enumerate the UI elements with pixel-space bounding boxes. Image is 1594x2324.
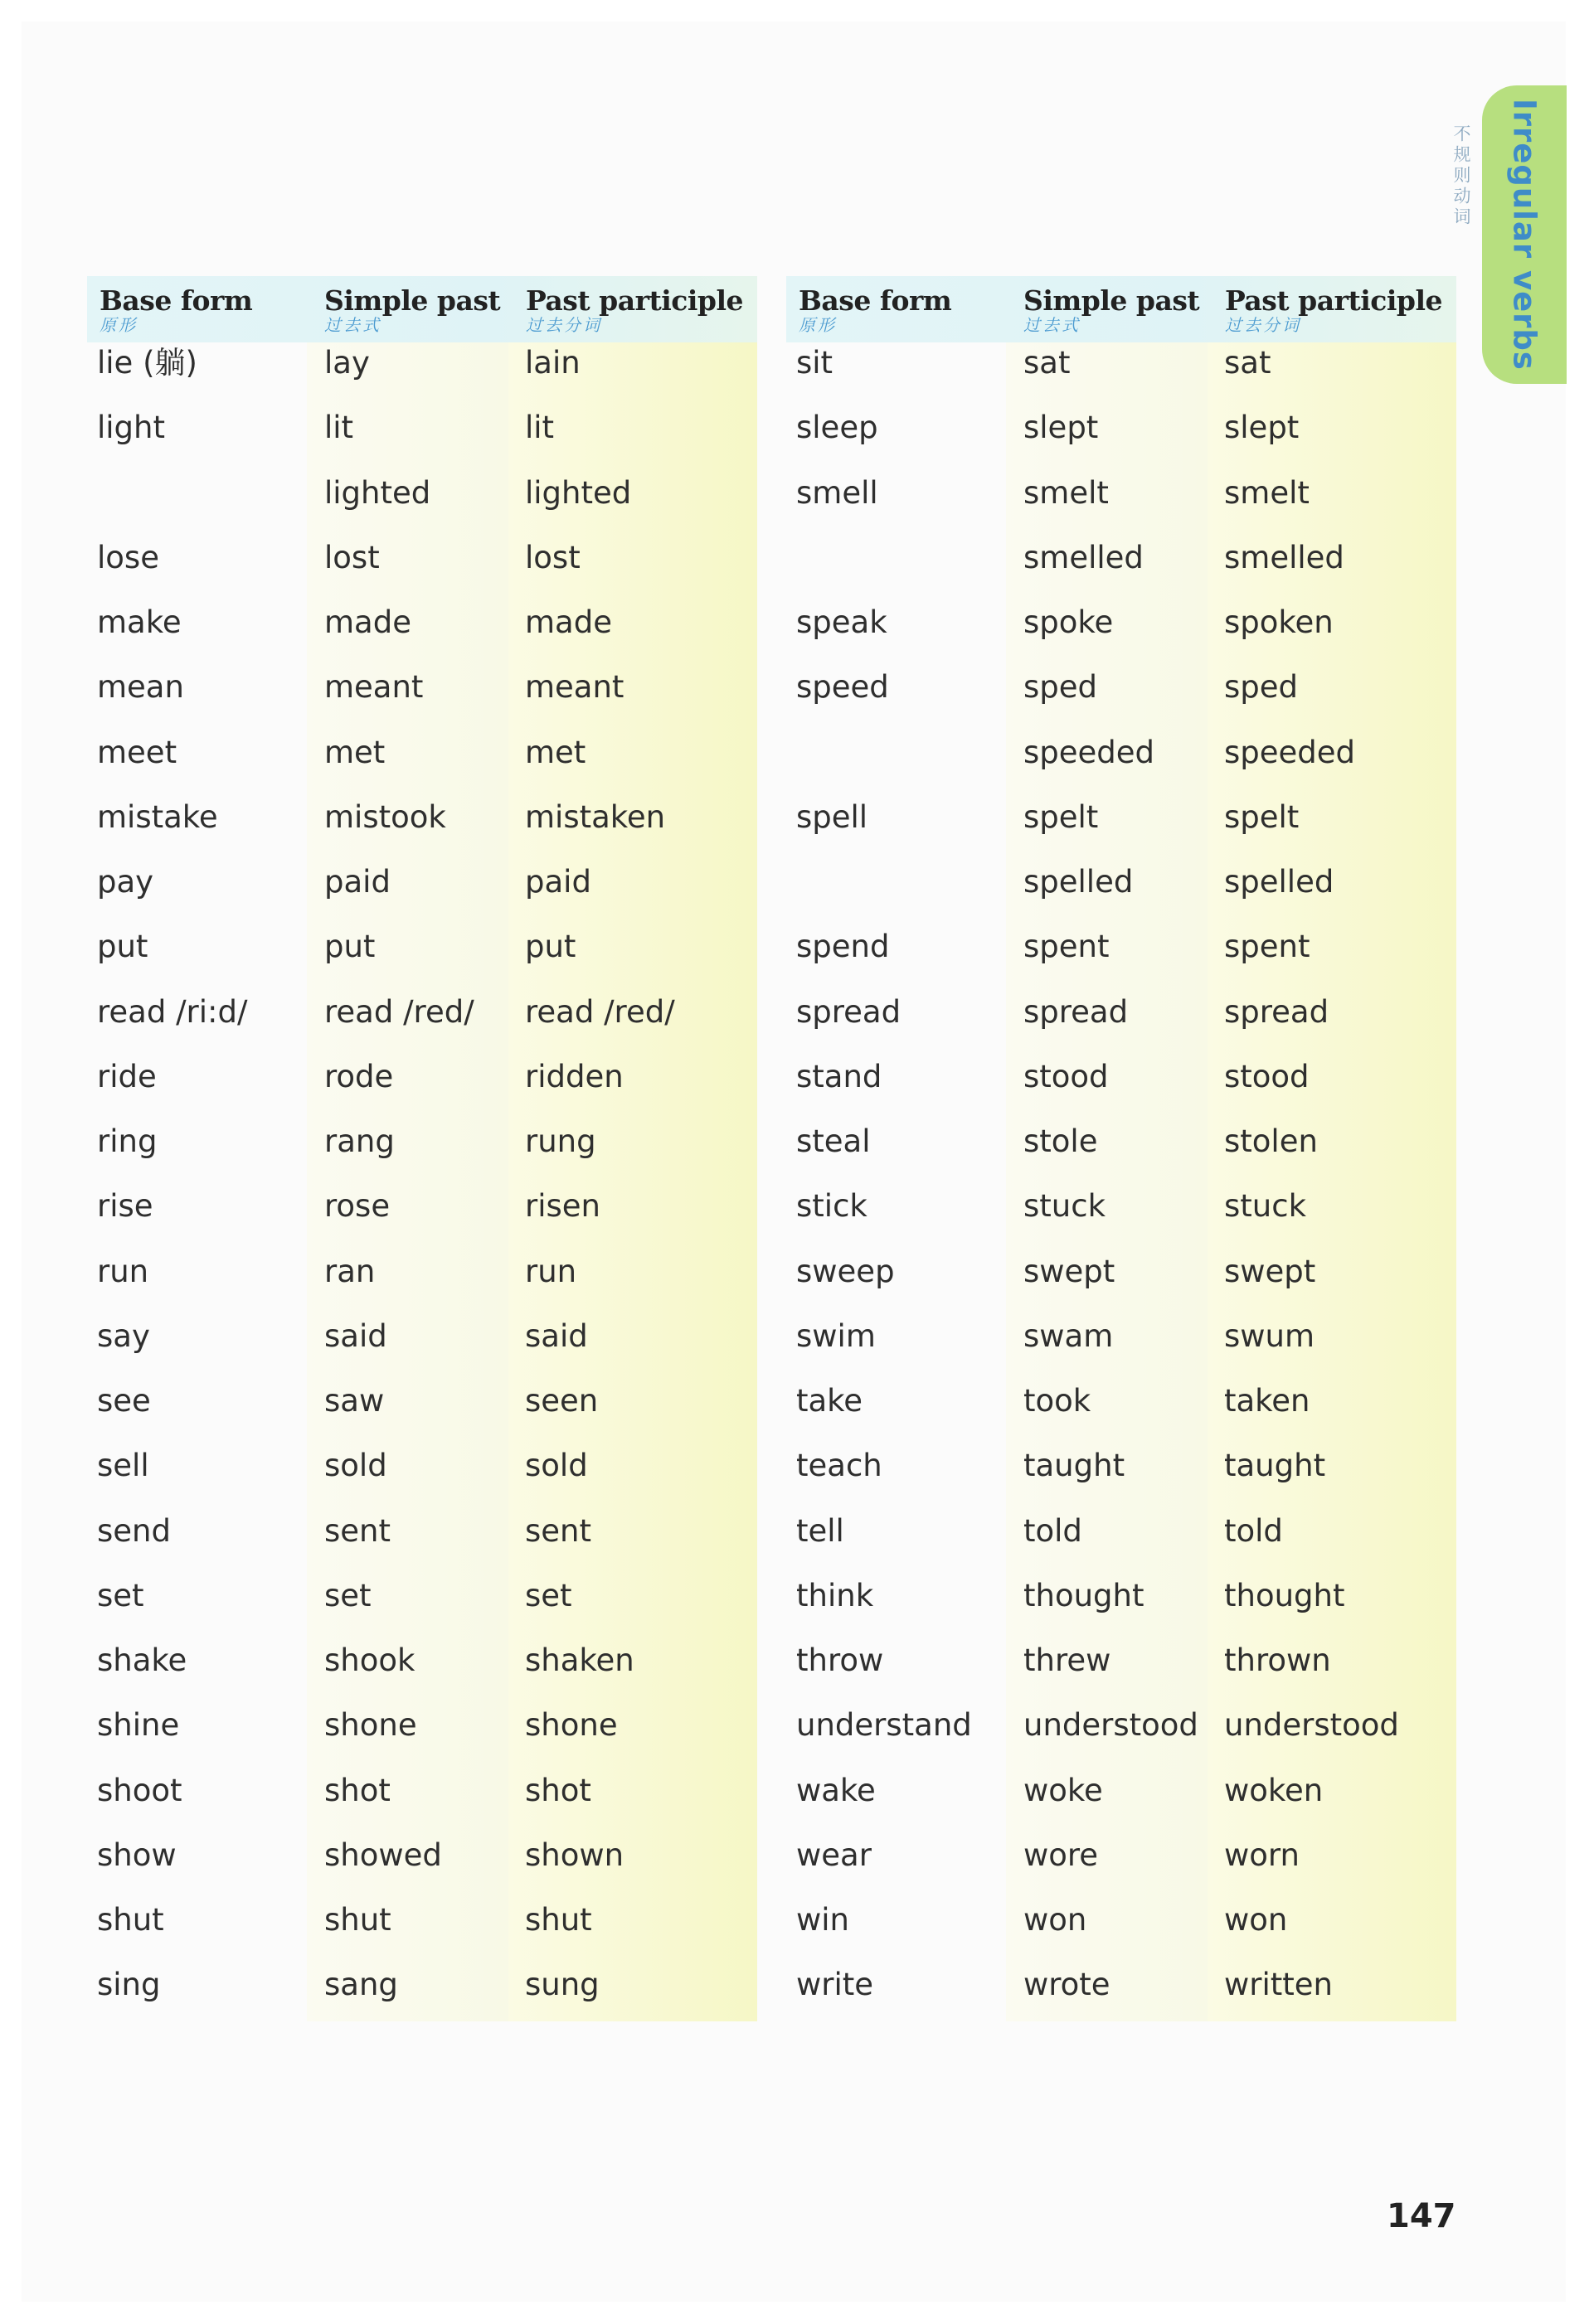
table-row bbox=[786, 1121, 1456, 1186]
table-row bbox=[87, 667, 757, 731]
table-row bbox=[786, 602, 1456, 667]
simple-past-cell: smelt bbox=[1023, 474, 1109, 511]
table-row bbox=[786, 1186, 1456, 1250]
table-row bbox=[786, 732, 1456, 797]
past-participle-cell: mistaken bbox=[525, 798, 666, 835]
past-participle-cell: paid bbox=[525, 864, 591, 900]
past-participle-cell: thought bbox=[1224, 1577, 1345, 1613]
base-form-cell: steal bbox=[796, 1123, 871, 1159]
past-participle-cell: speeded bbox=[1224, 734, 1356, 770]
base-form-cell: sell bbox=[97, 1448, 149, 1484]
simple-past-cell: mistook bbox=[324, 798, 446, 835]
simple-past-cell: paid bbox=[324, 864, 391, 900]
base-form-cell: sit bbox=[796, 345, 833, 381]
past-participle-cell: spent bbox=[1224, 929, 1310, 965]
simple-past-cell: understood bbox=[1023, 1707, 1198, 1744]
header-base-form: Base form 原形 bbox=[799, 284, 952, 335]
base-form-cell: shut bbox=[97, 1902, 164, 1938]
base-form-cell: swim bbox=[796, 1317, 876, 1354]
simple-past-cell: smelled bbox=[1023, 539, 1144, 575]
past-participle-cell: said bbox=[525, 1317, 588, 1354]
simple-past-cell: thought bbox=[1023, 1577, 1144, 1613]
past-participle-cell: swept bbox=[1224, 1253, 1316, 1289]
section-tab bbox=[1482, 85, 1567, 384]
simple-past-cell: rode bbox=[324, 1058, 394, 1094]
table-row bbox=[786, 342, 1456, 407]
table-row bbox=[87, 926, 757, 991]
header-past-participle: Past participle 过去分词 bbox=[1225, 284, 1442, 335]
past-participle-cell: swum bbox=[1224, 1317, 1315, 1354]
past-participle-cell: smelt bbox=[1224, 474, 1310, 511]
table-row bbox=[786, 1835, 1456, 1899]
past-participle-cell: sent bbox=[525, 1512, 591, 1549]
simple-past-cell: swam bbox=[1023, 1317, 1114, 1354]
simple-past-cell: swept bbox=[1023, 1253, 1115, 1289]
table-row bbox=[87, 602, 757, 667]
past-participle-cell: spelt bbox=[1224, 798, 1300, 835]
simple-past-cell: threw bbox=[1023, 1642, 1111, 1678]
past-participle-cell: made bbox=[525, 604, 612, 640]
past-participle-cell: sung bbox=[525, 1967, 600, 2003]
base-form-cell: speak bbox=[796, 604, 887, 640]
simple-past-cell: spelt bbox=[1023, 798, 1099, 835]
simple-past-cell: spelled bbox=[1023, 864, 1134, 900]
simple-past-cell: stole bbox=[1023, 1123, 1098, 1159]
simple-past-cell: sat bbox=[1023, 345, 1071, 381]
simple-past-cell: met bbox=[324, 734, 386, 770]
simple-past-cell: spoke bbox=[1023, 604, 1114, 640]
table-row bbox=[87, 1056, 757, 1121]
header-base-form: Base form 原形 bbox=[100, 284, 253, 335]
table-row bbox=[87, 537, 757, 602]
base-form-cell: light bbox=[97, 410, 166, 446]
table-row bbox=[87, 1835, 757, 1899]
base-form-cell: show bbox=[97, 1836, 177, 1873]
base-form-cell: teach bbox=[796, 1448, 882, 1484]
table-row bbox=[87, 1445, 757, 1510]
base-form-cell: stand bbox=[796, 1058, 882, 1094]
simple-past-cell: shut bbox=[324, 1902, 391, 1938]
base-form-cell: ring bbox=[97, 1123, 158, 1159]
base-form-cell: wake bbox=[796, 1772, 876, 1808]
table-row bbox=[87, 1899, 757, 1964]
section-subtitle: 不规则动词 bbox=[1451, 124, 1471, 228]
base-form-cell: see bbox=[97, 1383, 151, 1419]
base-form-cell: win bbox=[796, 1902, 849, 1938]
base-form-cell: mistake bbox=[97, 798, 218, 835]
base-form-cell: shine bbox=[97, 1707, 180, 1744]
table-row bbox=[786, 861, 1456, 926]
past-participle-cell: ridden bbox=[525, 1058, 624, 1094]
table-row bbox=[87, 1640, 757, 1705]
past-participle-cell: meant bbox=[525, 669, 624, 706]
base-form-cell: ride bbox=[97, 1058, 157, 1094]
simple-past-cell: set bbox=[324, 1577, 372, 1613]
table-row bbox=[786, 537, 1456, 602]
base-form-cell: lose bbox=[97, 539, 159, 575]
base-form-cell: pay bbox=[97, 864, 154, 900]
simple-past-cell: woke bbox=[1023, 1772, 1103, 1808]
past-participle-cell: shown bbox=[525, 1836, 624, 1873]
simple-past-cell: won bbox=[1023, 1902, 1087, 1938]
past-participle-cell: taught bbox=[1224, 1448, 1326, 1484]
past-participle-cell: risen bbox=[525, 1188, 600, 1225]
page-number: 147 bbox=[1387, 2197, 1456, 2235]
table-row bbox=[87, 1964, 757, 2029]
past-participle-cell: rung bbox=[525, 1123, 596, 1159]
table-row bbox=[87, 1380, 757, 1445]
table-row bbox=[786, 1316, 1456, 1380]
past-participle-cell: met bbox=[525, 734, 586, 770]
simple-past-cell: lighted bbox=[324, 474, 431, 511]
simple-past-cell: told bbox=[1023, 1512, 1082, 1549]
base-form-cell: mean bbox=[97, 669, 184, 706]
simple-past-cell: saw bbox=[324, 1383, 385, 1419]
table-row bbox=[87, 342, 757, 407]
past-participle-cell: stolen bbox=[1224, 1123, 1318, 1159]
table-row bbox=[786, 1445, 1456, 1510]
base-form-cell: tell bbox=[796, 1512, 844, 1549]
base-form-cell: rise bbox=[97, 1188, 153, 1225]
simple-past-cell: said bbox=[324, 1317, 387, 1354]
table-row bbox=[786, 1511, 1456, 1575]
table-row bbox=[786, 1964, 1456, 2029]
base-form-cell: spend bbox=[796, 929, 890, 965]
simple-past-cell: speeded bbox=[1023, 734, 1155, 770]
base-form-cell: sing bbox=[97, 1967, 161, 2003]
simple-past-cell: shook bbox=[324, 1642, 416, 1678]
simple-past-cell: taught bbox=[1023, 1448, 1125, 1484]
base-form-cell: take bbox=[796, 1383, 863, 1419]
past-participle-cell: shot bbox=[525, 1772, 591, 1808]
base-form-cell: sweep bbox=[796, 1253, 895, 1289]
past-participle-cell: spread bbox=[1224, 993, 1329, 1030]
base-form-cell: spread bbox=[796, 993, 901, 1030]
simple-past-cell: meant bbox=[324, 669, 424, 706]
past-participle-cell: slept bbox=[1224, 410, 1300, 446]
verb-table-left bbox=[87, 276, 757, 2021]
table-row bbox=[786, 1705, 1456, 1769]
table-row bbox=[786, 1056, 1456, 1121]
past-participle-cell: understood bbox=[1224, 1707, 1399, 1744]
simple-past-cell: read /red/ bbox=[324, 993, 474, 1030]
table-row bbox=[786, 797, 1456, 861]
simple-past-cell: ran bbox=[324, 1253, 376, 1289]
table-row bbox=[87, 473, 757, 537]
table-row bbox=[786, 992, 1456, 1056]
base-form-cell: send bbox=[97, 1512, 171, 1549]
past-participle-cell: lost bbox=[525, 539, 581, 575]
base-form-cell: make bbox=[97, 604, 182, 640]
base-form-cell: shoot bbox=[97, 1772, 182, 1808]
past-participle-cell: set bbox=[525, 1577, 572, 1613]
past-participle-cell: shone bbox=[525, 1707, 618, 1744]
table-row bbox=[87, 797, 757, 861]
base-form-cell: understand bbox=[796, 1707, 972, 1744]
past-participle-cell: lit bbox=[525, 410, 555, 446]
simple-past-cell: spread bbox=[1023, 993, 1129, 1030]
past-participle-cell: spoken bbox=[1224, 604, 1334, 640]
simple-past-cell: showed bbox=[324, 1836, 442, 1873]
simple-past-cell: stood bbox=[1023, 1058, 1109, 1094]
table-row bbox=[786, 667, 1456, 731]
past-participle-cell: lain bbox=[525, 345, 581, 381]
base-form-cell: stick bbox=[796, 1188, 867, 1225]
simple-past-cell: sped bbox=[1023, 669, 1098, 706]
base-form-cell: put bbox=[97, 929, 148, 965]
table-row bbox=[786, 926, 1456, 991]
past-participle-cell: worn bbox=[1224, 1836, 1300, 1873]
base-form-cell: shake bbox=[97, 1642, 187, 1678]
simple-past-cell: slept bbox=[1023, 410, 1099, 446]
table-row bbox=[87, 992, 757, 1056]
simple-past-cell: put bbox=[324, 929, 376, 965]
table-row bbox=[87, 1121, 757, 1186]
table-row bbox=[786, 1251, 1456, 1316]
past-participle-cell: won bbox=[1224, 1902, 1288, 1938]
base-form-cell: meet bbox=[97, 734, 177, 770]
table-row bbox=[87, 732, 757, 797]
simple-past-cell: shone bbox=[324, 1707, 417, 1744]
table-row bbox=[87, 861, 757, 926]
simple-past-cell: made bbox=[324, 604, 411, 640]
table-row bbox=[87, 407, 757, 472]
simple-past-cell: sold bbox=[324, 1448, 387, 1484]
past-participle-cell: shut bbox=[525, 1902, 592, 1938]
simple-past-cell: rang bbox=[324, 1123, 395, 1159]
past-participle-cell: sold bbox=[525, 1448, 588, 1484]
past-participle-cell: lighted bbox=[525, 474, 632, 511]
past-participle-cell: read /red/ bbox=[525, 993, 675, 1030]
table-row bbox=[87, 1770, 757, 1835]
table-row bbox=[786, 473, 1456, 537]
past-participle-cell: told bbox=[1224, 1512, 1283, 1549]
verb-rows bbox=[87, 342, 757, 2030]
past-participle-cell: stood bbox=[1224, 1058, 1310, 1094]
past-participle-cell: taken bbox=[1224, 1383, 1310, 1419]
simple-past-cell: sent bbox=[324, 1512, 391, 1549]
header-past-participle: Past participle 过去分词 bbox=[526, 284, 743, 335]
table-row bbox=[786, 1770, 1456, 1835]
past-participle-cell: shaken bbox=[525, 1642, 634, 1678]
base-form-cell: set bbox=[97, 1577, 144, 1613]
past-participle-cell: sped bbox=[1224, 669, 1299, 706]
table-row bbox=[786, 407, 1456, 472]
table-row bbox=[786, 1640, 1456, 1705]
base-form-cell: think bbox=[796, 1577, 874, 1613]
table-row bbox=[786, 1899, 1456, 1964]
past-participle-cell: thrown bbox=[1224, 1642, 1331, 1678]
base-form-cell: lie (躺) bbox=[97, 345, 197, 381]
simple-past-cell: lay bbox=[324, 345, 370, 381]
table-row bbox=[786, 1575, 1456, 1640]
past-participle-cell: run bbox=[525, 1253, 577, 1289]
simple-past-cell: took bbox=[1023, 1383, 1091, 1419]
table-row bbox=[786, 1380, 1456, 1445]
section-title: Irregular verbs bbox=[1506, 99, 1543, 371]
simple-past-cell: spent bbox=[1023, 929, 1110, 965]
simple-past-cell: rose bbox=[324, 1188, 391, 1225]
table-row bbox=[87, 1511, 757, 1575]
base-form-cell: throw bbox=[796, 1642, 884, 1678]
base-form-cell: read /ri:d/ bbox=[97, 993, 248, 1030]
simple-past-cell: lit bbox=[324, 410, 354, 446]
simple-past-cell: wore bbox=[1023, 1836, 1099, 1873]
simple-past-cell: stuck bbox=[1023, 1188, 1106, 1225]
past-participle-cell: smelled bbox=[1224, 539, 1344, 575]
table-row bbox=[87, 1575, 757, 1640]
base-form-cell: speed bbox=[796, 669, 889, 706]
table-row bbox=[87, 1316, 757, 1380]
base-form-cell: write bbox=[796, 1967, 874, 2003]
table-row bbox=[87, 1251, 757, 1316]
table-row bbox=[87, 1705, 757, 1769]
verb-table-right bbox=[786, 276, 1456, 2021]
past-participle-cell: seen bbox=[525, 1383, 599, 1419]
past-participle-cell: stuck bbox=[1224, 1188, 1307, 1225]
base-form-cell: sleep bbox=[796, 410, 878, 446]
simple-past-cell: lost bbox=[324, 539, 380, 575]
base-form-cell: run bbox=[97, 1253, 149, 1289]
past-participle-cell: spelled bbox=[1224, 864, 1334, 900]
base-form-cell: smell bbox=[796, 474, 878, 511]
past-participle-cell: woken bbox=[1224, 1772, 1324, 1808]
verb-rows bbox=[786, 342, 1456, 2030]
simple-past-cell: shot bbox=[324, 1772, 391, 1808]
simple-past-cell: wrote bbox=[1023, 1967, 1110, 2003]
base-form-cell: wear bbox=[796, 1836, 872, 1873]
header-simple-past: Simple past 过去式 bbox=[1023, 284, 1200, 335]
header-simple-past: Simple past 过去式 bbox=[324, 284, 501, 335]
past-participle-cell: sat bbox=[1224, 345, 1271, 381]
table-row bbox=[87, 1186, 757, 1250]
past-participle-cell: written bbox=[1224, 1967, 1333, 2003]
simple-past-cell: sang bbox=[324, 1967, 398, 2003]
past-participle-cell: put bbox=[525, 929, 576, 965]
base-form-cell: spell bbox=[796, 798, 868, 835]
base-form-cell: say bbox=[97, 1317, 150, 1354]
